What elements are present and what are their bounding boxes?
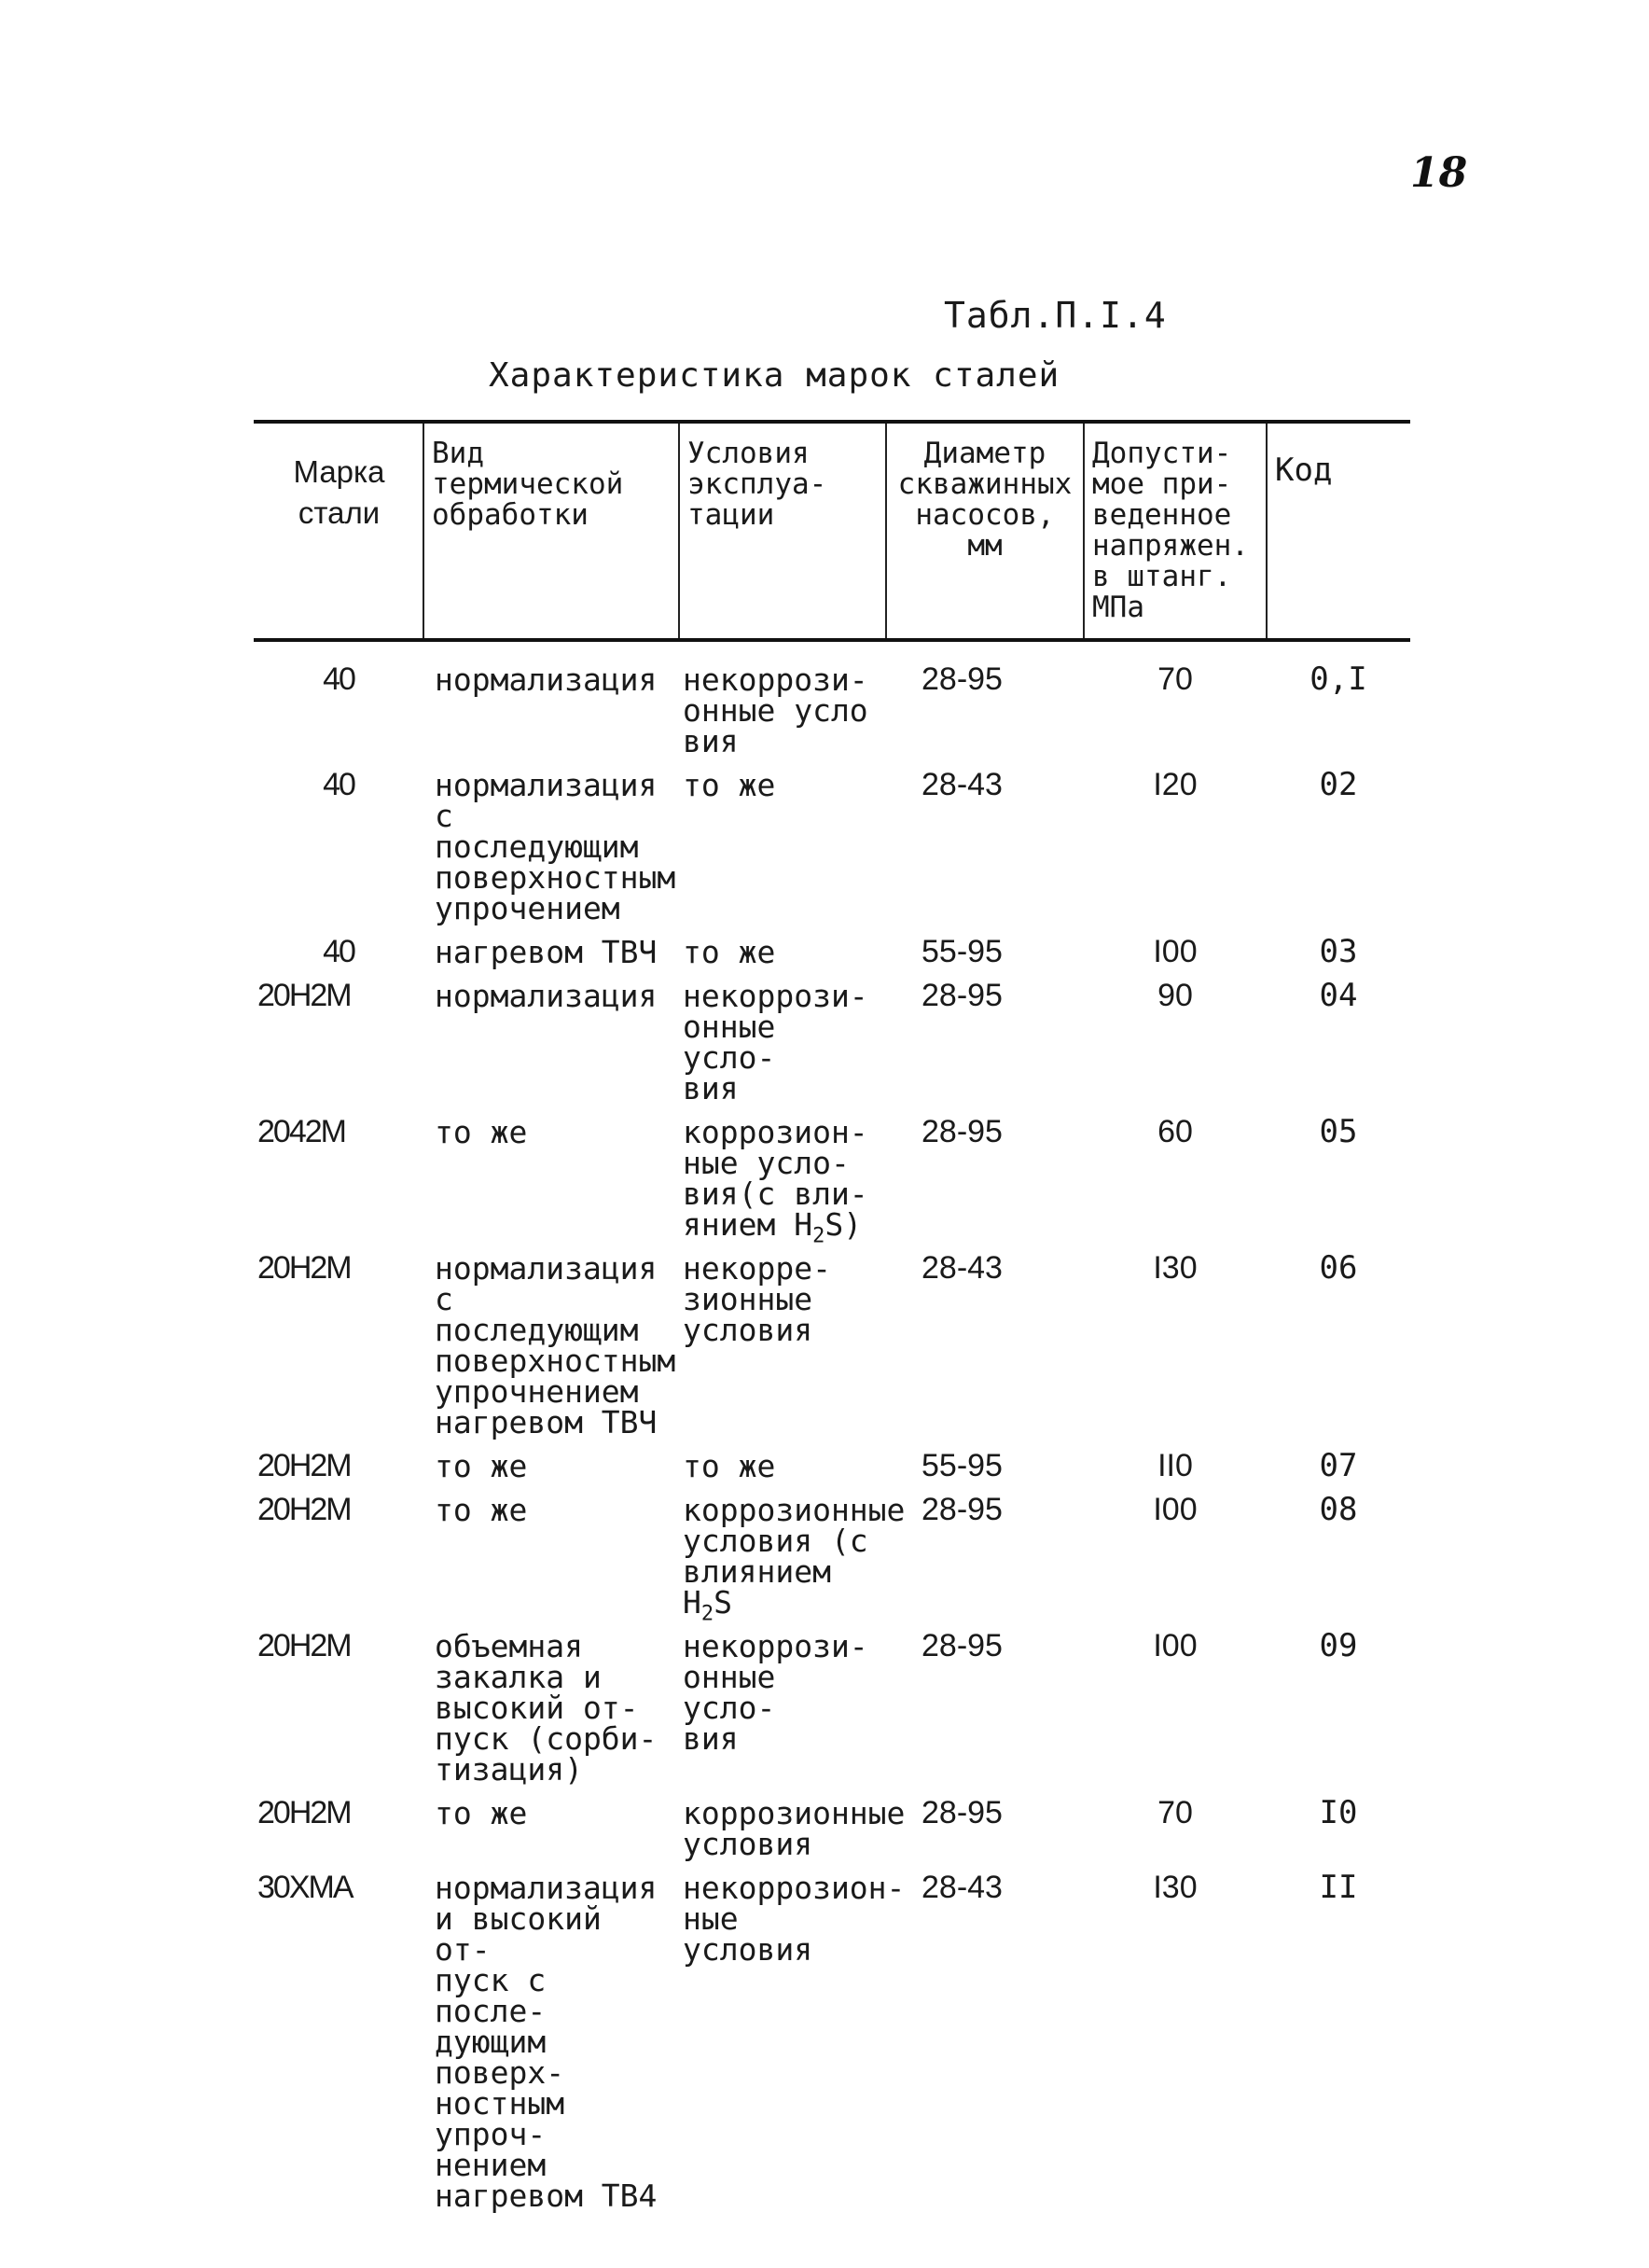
cell-treatment: нагревом ТВЧ <box>435 934 658 970</box>
cell-treatment: объемная закалка и высокий от- пуск (сорби- тизация) <box>435 1628 658 1788</box>
cell-code: I0 <box>1319 1794 1358 1831</box>
conditions-text: некоррози- онные усло- вия <box>683 978 868 1106</box>
cell-diameter: 28-43 <box>922 1870 1003 1905</box>
conditions-tail: S) <box>824 1206 863 1243</box>
cell-treatment: то же <box>435 1492 528 1528</box>
table-body <box>254 640 1410 2224</box>
cell-code: 06 <box>1319 1249 1358 1287</box>
cell-treatment: нормализация с последующим поверхностным упрочением <box>435 767 676 926</box>
cell-treatment: то же <box>435 1114 528 1150</box>
cell-grade: 40 <box>323 934 354 969</box>
cell-code: 07 <box>1319 1447 1358 1484</box>
cell-treatment: нормализация с последующим поверхностным упрочнением нагревом ТВЧ <box>435 1250 676 1440</box>
cell-stress: 90 <box>1157 978 1193 1013</box>
cell-treatment: то же <box>435 1448 528 1484</box>
conditions-text: то же <box>683 767 776 803</box>
cell-treatment: то же <box>435 1795 528 1831</box>
cell-stress: II0 <box>1157 1448 1193 1483</box>
cell-stress: I30 <box>1153 1250 1198 1286</box>
cell-stress: I00 <box>1153 1628 1198 1663</box>
cell-code: 0,I <box>1310 661 1367 698</box>
conditions-tail: S <box>714 1584 732 1621</box>
header-diameter: Диаметр скважинных насосов, мм <box>886 422 1084 640</box>
cell-diameter: 28-43 <box>922 767 1003 802</box>
cell-stress: 70 <box>1157 1795 1193 1830</box>
header-treatment: Вид термической обработки <box>423 422 679 640</box>
cell-treatment: нормализация <box>435 978 658 1014</box>
cell-conditions <box>679 1448 886 1495</box>
cell-code: 03 <box>1319 933 1358 970</box>
cell-grade: 40 <box>323 661 354 697</box>
cell-code: 08 <box>1319 1491 1358 1528</box>
table-row <box>254 1631 1410 1798</box>
cell-grade: 2042М <box>257 1114 345 1149</box>
cell-code: 04 <box>1319 977 1358 1014</box>
table-row <box>254 1495 1410 1631</box>
cell-conditions <box>679 1114 886 1253</box>
conditions-text: то же <box>683 934 776 970</box>
table-row <box>254 937 1410 981</box>
cell-grade: 20Н2М <box>257 1250 351 1286</box>
header-stress: Допусти- мое при- веденное напряжен. в штанг. МПа <box>1084 422 1267 640</box>
cell-code: II <box>1319 1869 1358 1906</box>
conditions-text: коррозионные условия <box>683 1795 906 1862</box>
cell-grade: 40 <box>323 767 354 802</box>
cell-diameter: 28-95 <box>922 1795 1003 1830</box>
header-grade: Марка стали <box>254 422 423 640</box>
page-number: 18 <box>1410 149 1468 197</box>
cell-conditions <box>679 1795 906 1872</box>
table-title: Характеристика марок сталей <box>489 356 1060 395</box>
cell-grade: 30ХМА <box>257 1870 353 1905</box>
conditions-text: некорре- зионные условия <box>683 1250 831 1348</box>
conditions-text: некоррозион- ные условия <box>683 1870 906 1968</box>
cell-diameter: 28-95 <box>922 661 1003 697</box>
cell-grade: 20Н2М <box>257 1628 351 1663</box>
cell-diameter: 28-95 <box>922 978 1003 1013</box>
cell-conditions <box>679 1492 906 1631</box>
cell-conditions <box>679 1250 886 1451</box>
cell-code: 05 <box>1319 1113 1358 1150</box>
conditions-subscript: 2 <box>812 1224 825 1248</box>
cell-diameter: 28-95 <box>922 1492 1003 1527</box>
table-row <box>254 770 1410 937</box>
conditions-subscript: 2 <box>700 1602 714 1626</box>
table-row <box>254 1451 1410 1495</box>
cell-stress: 70 <box>1157 661 1193 697</box>
cell-conditions <box>679 934 886 981</box>
conditions-text: то же <box>683 1448 776 1484</box>
cell-code: 02 <box>1319 766 1358 803</box>
header-row <box>254 422 1410 640</box>
cell-grade: 20Н2М <box>257 1795 351 1830</box>
cell-grade: 20Н2М <box>257 1448 351 1483</box>
table-reference: Табл.П.I.4 <box>944 295 1167 336</box>
cell-grade: 20Н2М <box>257 1492 351 1527</box>
cell-stress: I30 <box>1153 1870 1198 1905</box>
table-header <box>254 422 1410 640</box>
conditions-text: некоррози- онные усло- вия <box>683 1628 868 1757</box>
conditions-text: коррозионные условия (с влиянием Н <box>683 1492 906 1621</box>
steel-grades-table <box>254 420 1410 2224</box>
conditions-text: некоррози- онные усло вия <box>683 661 868 759</box>
conditions-text: коррозион- ные усло- вия(с вли- янием Н <box>683 1114 868 1243</box>
cell-code: 09 <box>1319 1627 1358 1664</box>
cell-stress: 60 <box>1157 1114 1193 1149</box>
cell-grade: 20Н2М <box>257 978 351 1013</box>
cell-diameter: 55-95 <box>922 1448 1003 1483</box>
cell-diameter: 28-43 <box>922 1250 1003 1286</box>
cell-stress: I20 <box>1153 767 1198 802</box>
table-row <box>254 640 1410 770</box>
cell-conditions <box>679 1870 906 2224</box>
table-row <box>254 1798 1410 1872</box>
cell-diameter: 55-95 <box>922 934 1003 969</box>
table-row <box>254 1117 1410 1253</box>
header-conditions: Условия эксплуа- тации <box>679 422 886 640</box>
cell-conditions <box>679 767 886 937</box>
cell-conditions <box>679 978 886 1117</box>
table-row <box>254 981 1410 1117</box>
table-row <box>254 1872 1410 2224</box>
cell-conditions <box>679 1628 886 1798</box>
cell-treatment: нормализация и высокий от- пуск с после- дующим поверх- ностным упроч- нением нагревом ТВ4 <box>435 1870 658 2214</box>
cell-diameter: 28-95 <box>922 1114 1003 1149</box>
cell-stress: I00 <box>1153 1492 1198 1527</box>
cell-conditions <box>679 640 886 770</box>
table-row <box>254 1253 1410 1451</box>
cell-treatment: нормализация <box>435 661 658 698</box>
cell-stress: I00 <box>1153 934 1198 969</box>
header-code: Код <box>1267 422 1410 640</box>
cell-diameter: 28-95 <box>922 1628 1003 1663</box>
